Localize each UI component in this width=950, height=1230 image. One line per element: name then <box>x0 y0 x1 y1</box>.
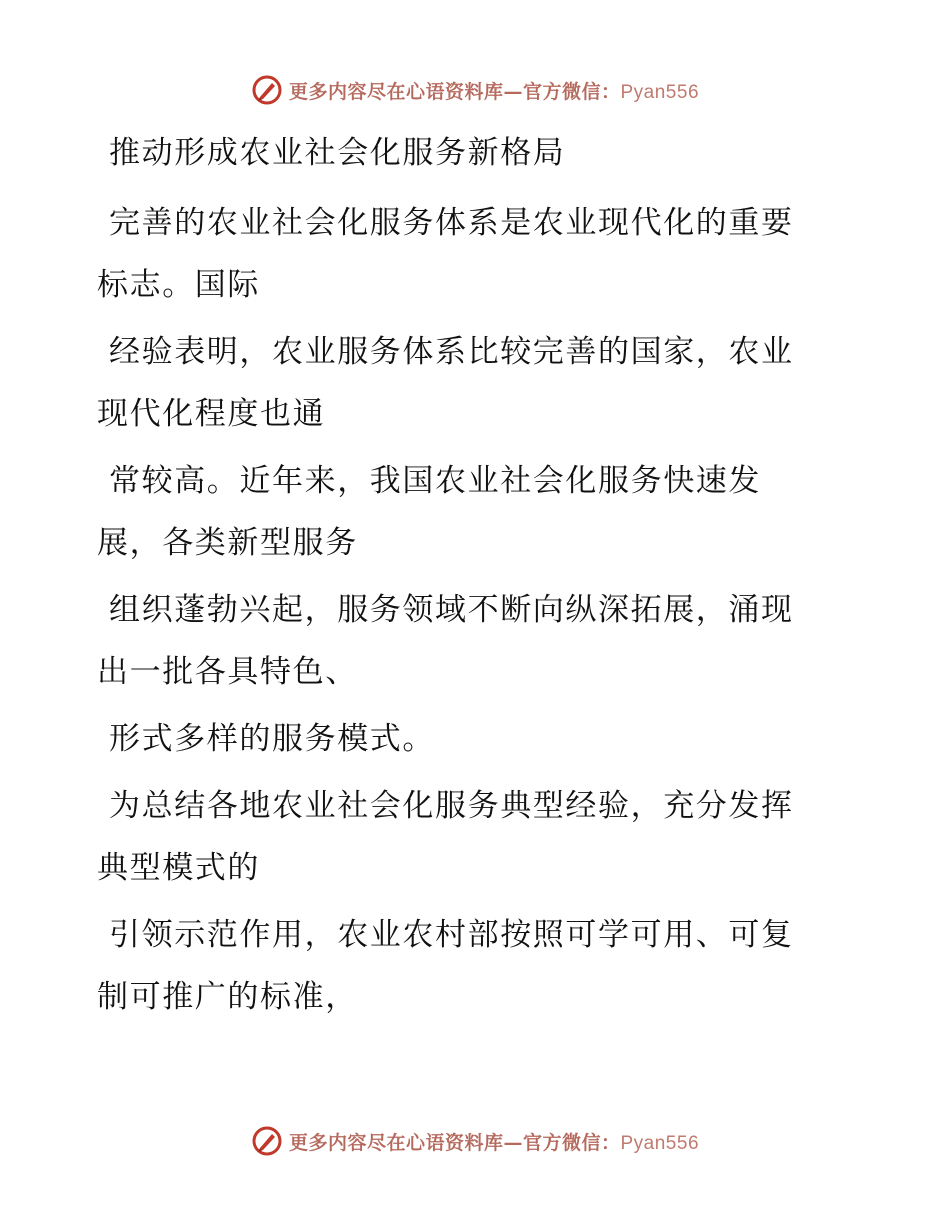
document-title: 推动形成农业社会化服务新格局 <box>109 135 566 171</box>
paragraph: 组织蓬勃兴起，服务领域不断向纵深拓展，涌现 出一批各具特色、 <box>97 592 794 690</box>
footer-banner <box>0 1121 950 1161</box>
document-body <box>97 122 832 1033</box>
paragraph: 常较高。近年来，我国农业社会化服务快速发 展，各类新型服务 <box>97 463 761 561</box>
header-banner-text: 更多内容尽在心语资料库—官方微信：Pyan556 <box>288 80 700 103</box>
header-banner <box>0 70 950 110</box>
paragraph: 完善的农业社会化服务体系是农业现代化的重要 标志。国际 <box>97 205 794 303</box>
paragraph: 形式多样的服务模式。 <box>109 721 435 757</box>
footer-wechat-id: Pyan556 <box>620 1132 700 1154</box>
pen-logo-icon <box>251 1125 283 1157</box>
pen-logo-icon <box>251 74 283 106</box>
paragraph: 为总结各地农业社会化服务典型经验，充分发挥 典型模式的 <box>97 788 794 886</box>
paragraph: 经验表明，农业服务体系比较完善的国家，农业 现代化程度也通 <box>97 334 794 432</box>
header-wechat-id: Pyan556 <box>620 81 700 103</box>
footer-banner-text: 更多内容尽在心语资料库—官方微信：Pyan556 <box>288 1131 700 1154</box>
paragraph: 引领示范作用，农业农村部按照可学可用、可复 制可推广的标准， <box>97 917 794 1015</box>
